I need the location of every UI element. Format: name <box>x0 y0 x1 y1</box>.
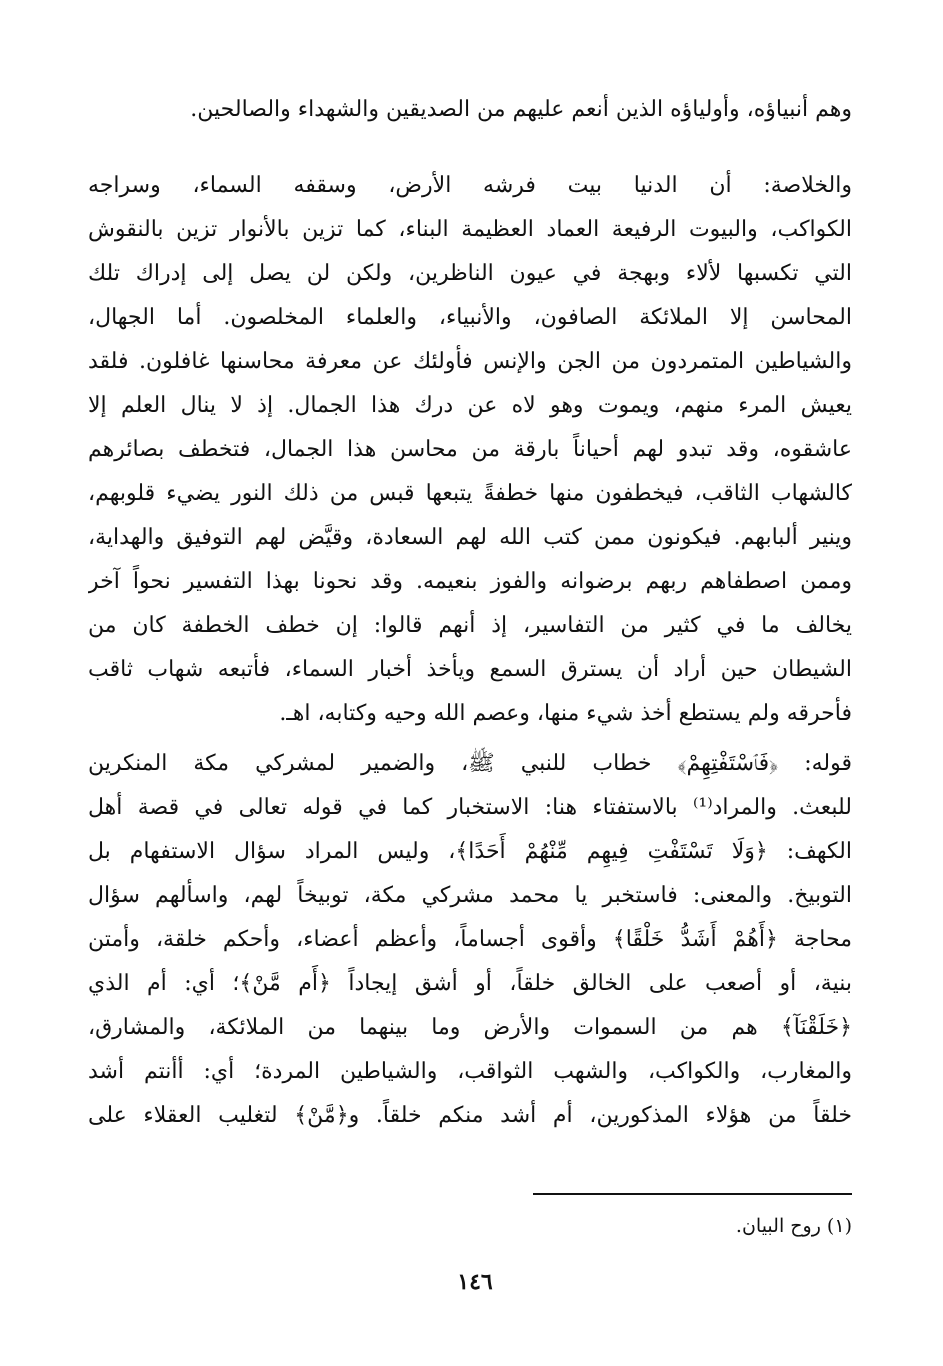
page-number: ١٤٦ <box>457 1269 493 1295</box>
paragraph-commentary <box>88 742 852 1138</box>
text-line: يعيش المرء منهم، ويموت وهو لاه عن درك هذا الجمال. إذ لا ينال العلم إلا <box>88 393 852 418</box>
text-line: وممن اصطفاهم ربهم برضوانه والفوز بنعيمه. وقد نحونا بهذا التفسير نحواً آخر <box>88 569 852 594</box>
footnote: (١) روح البيان. <box>735 1215 852 1237</box>
text-line: ﴿خَلَقْنَآ﴾ هم من السموات والأرض وما بينهما من الملائكة، والمشارق، <box>88 1015 852 1040</box>
text-line: والخلاصة: أن الدنيا بيت فرشه الأرض، وسقفه السماء، وسراجه <box>88 173 852 198</box>
text-line: والشياطين المتمردون من الجن والإنس فأولئك عن معرفة محاسنها غافلون. فلقد <box>88 349 852 374</box>
text-line: والمغارب، والكواكب، والشهب الثواقب، والشياطين المردة؛ أي: أأنتم أشد <box>88 1059 852 1084</box>
text-line: قوله: ﴿فَٱسْتَفْتِهِمْ﴾ خطاب للنبي ﷺ، والضمير لمشركي مكة المنكرين <box>88 751 852 776</box>
text-line: التوبيخ. والمعنى: فاستخبر يا محمد مشركي مكة، توبيخاً لهم، واسألهم سؤال <box>88 883 852 908</box>
paragraph-summary <box>88 164 852 736</box>
paragraph-continuation <box>88 88 852 132</box>
text-line: الشيطان حين أراد أن يسترق السمع ويأخذ أخبار السماء، فأتبعه شهاب ثاقب <box>88 657 852 682</box>
text-line: بنية، أو أصعب على الخالق خلقاً، أو أشق إيجاداً ﴿أَم مَّنْ﴾؛ أي: أم الذي <box>88 971 852 996</box>
text-line: عاشقوه، وقد تبدو لهم أحياناً بارقة من محاسن هذا الجمال، فتخطف بصائرهم <box>88 437 852 462</box>
text-line: فأحرقه ولم يستطع أخذ شيء منها، وعصم الله وحيه وكتابه، اهـ. <box>279 701 852 726</box>
text-line: للبعث. والمراد⁽¹⁾ بالاستفتاء هنا: الاستخبار كما في قوله تعالى في قصة أهل <box>88 795 852 820</box>
text-line: وهم أنبياؤه، وأولياؤه الذين أنعم عليهم من الصديقين والشهداء والصالحين. <box>190 97 852 122</box>
footnote-divider <box>533 1193 852 1195</box>
text-line: كالشهاب الثاقب، فيخطفون منها خطفةً يتبعها قبس من ذلك النور يضيء قلوبهم، <box>88 481 852 506</box>
text-line: الكهف: ﴿وَلَا تَسْتَفْتِ فِيهِم مِّنْهُمْ أَحَدًا﴾، وليس المراد سؤال الاستفهام بل <box>88 839 852 864</box>
text-line: محاجة ﴿أَهُمْ أَشَدُّ خَلْقًا﴾ وأقوى أجساماً، وأعظم أعضاء، وأحكم خلقة، وأمتن <box>88 927 852 952</box>
text-line: وينير ألبابهم. فيكونون ممن كتب الله لهم السعادة، وقيَّض لهم التوفيق والهداية، <box>88 525 852 550</box>
text-line: يخالف ما في كثير من التفاسير، إذ أنهم قالوا: إن خطف الخطفة كان من <box>88 613 852 638</box>
text-line: التي تكسبها لألاء وبهجة في عيون الناظرين، ولكن لن يصل إلى إدراك تلك <box>88 261 852 286</box>
text-line: الكواكب، والبيوت الرفيعة العماد العظيمة البناء، كما تزين بالأنوار تزين بالنقوش <box>88 217 852 242</box>
text-line: خلقاً من هؤلاء المذكورين، أم أشد منكم خلقاً. و﴿مَّنْ﴾ لتغليب العقلاء على <box>88 1103 852 1128</box>
text-line: المحاسن إلا الملائكة الصافون، والأنبياء، والعلماء المخلصون. أما الجهال، <box>88 305 852 330</box>
